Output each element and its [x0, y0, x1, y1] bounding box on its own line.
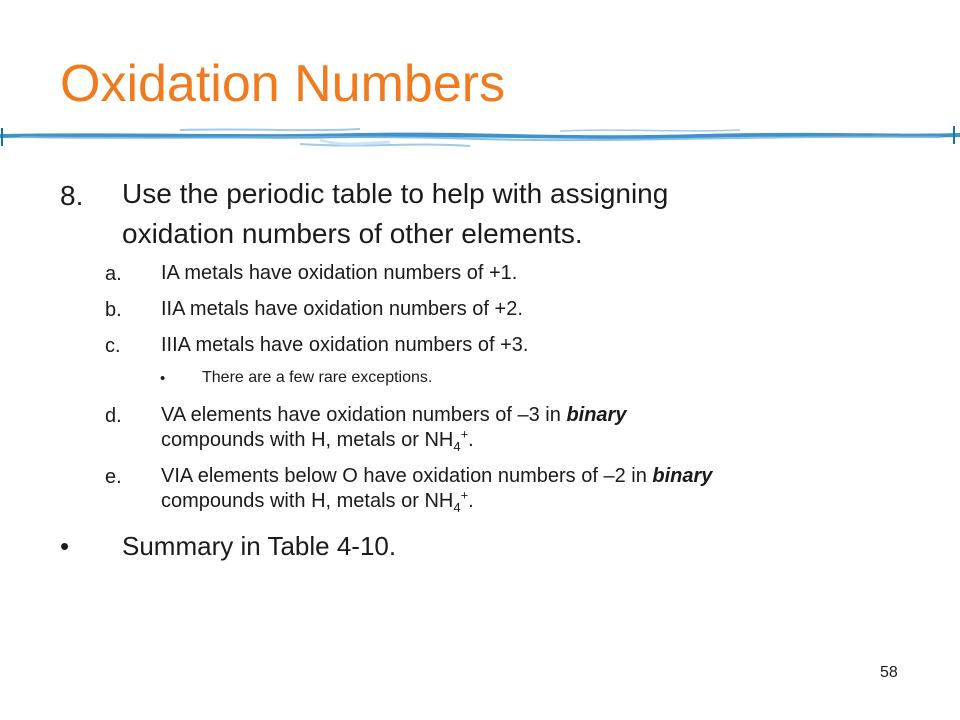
page-number: 58 [880, 664, 898, 681]
sub-item-e-line1: VIA elements below O have oxidation numbers of –2 in binary [161, 465, 713, 487]
emphasis-binary: binary [652, 465, 713, 487]
main-item-number: 8. [60, 180, 84, 211]
sub-item-b-text: IIA metals have oxidation numbers of +2. [161, 298, 523, 320]
note-bullet: • [160, 370, 166, 387]
sub-item-e-letter: e. [105, 466, 122, 488]
slide-title: Oxidation Numbers [60, 55, 506, 113]
summary-text: Summary in Table 4-10. [122, 531, 397, 561]
sub-item-e-line2: compounds with H, metals or $NH_4^+$. [161, 487, 474, 515]
sub-item-d-letter: d. [105, 405, 122, 427]
sub-item-c-text: IIIA metals have oxidation numbers of +3. [161, 334, 529, 356]
sub-item-b-letter: b. [105, 299, 122, 321]
sub-item-a-letter: a. [105, 263, 122, 285]
main-item-line1: Use the periodic table to help with assigning [122, 178, 669, 209]
sub-item-a-text: IA metals have oxidation numbers of +1. [161, 262, 518, 284]
water-wave-divider [0, 122, 960, 156]
sub-item-c-letter: c. [105, 335, 121, 357]
sub-item-d-line1: VA elements have oxidation numbers of –3 in binary [161, 404, 627, 426]
main-item-line2: oxidation numbers of other elements. [122, 218, 583, 249]
summary-bullet: • [60, 531, 70, 561]
sub-item-d-line2: compounds with H, metals or $NH_4^+$. [161, 426, 474, 454]
note-text: There are a few rare exceptions. [202, 369, 433, 386]
emphasis-binary: binary [566, 404, 627, 426]
